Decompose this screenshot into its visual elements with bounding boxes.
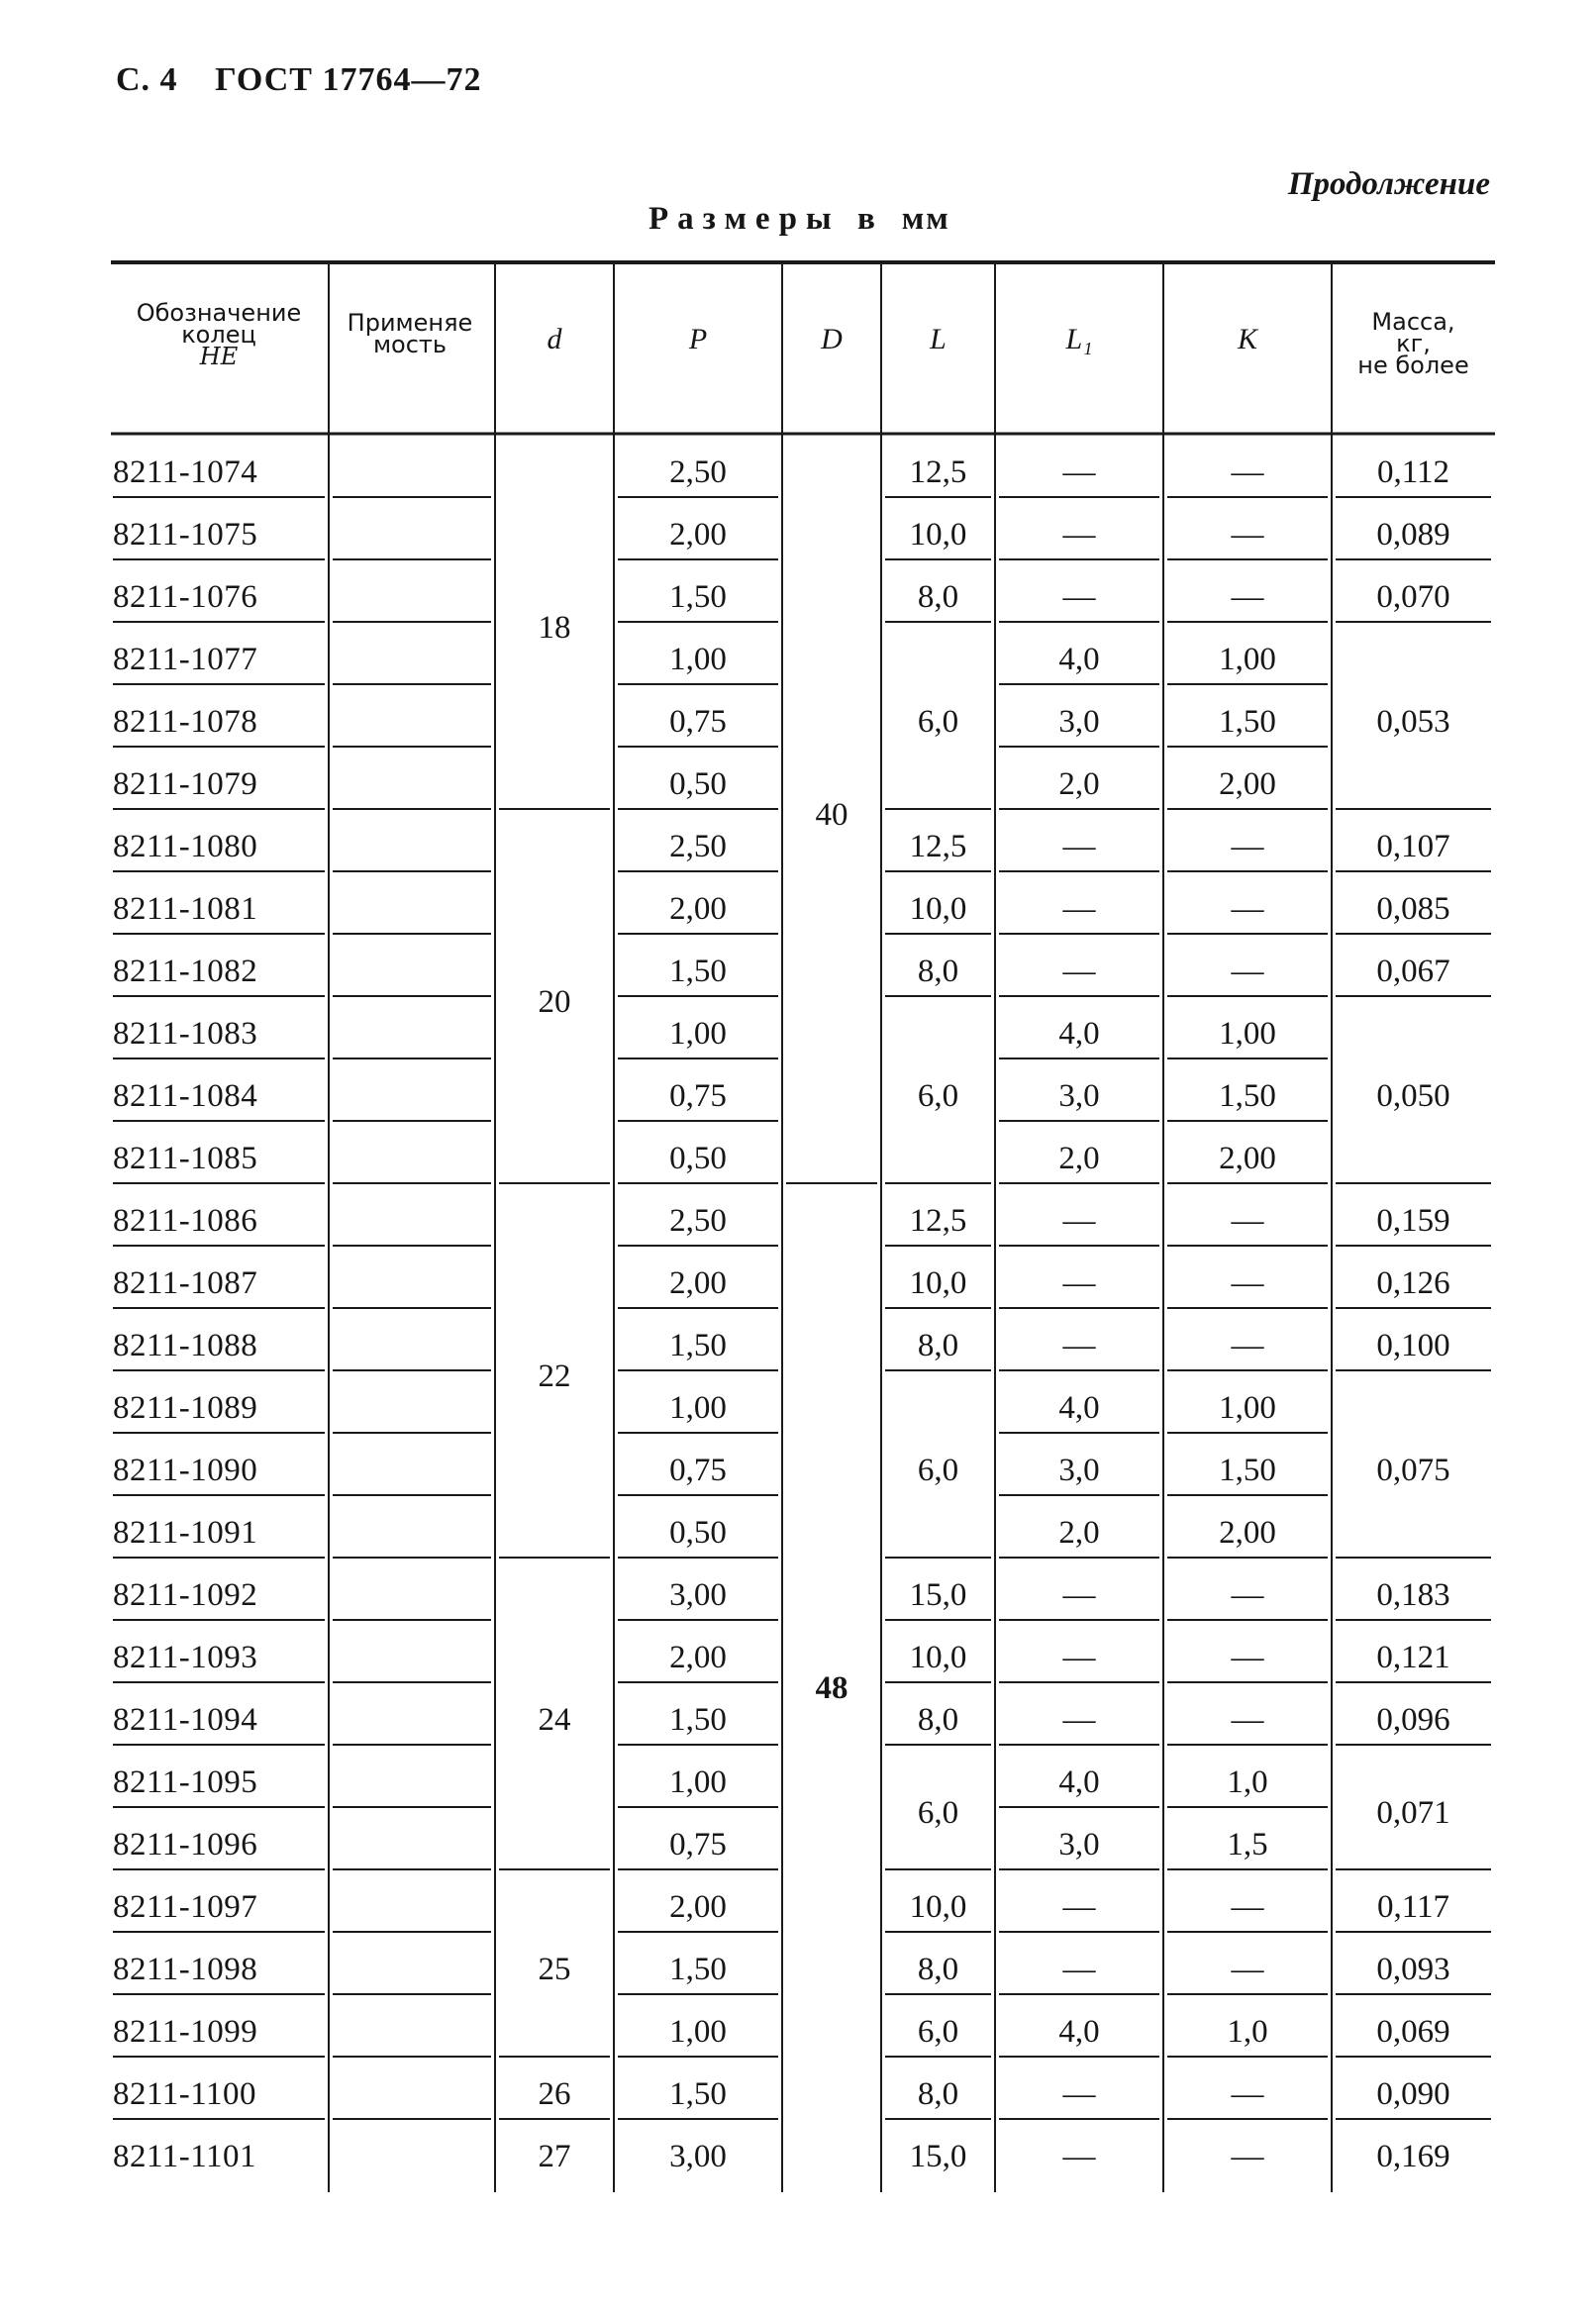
row-l1-value: — [1062, 828, 1096, 864]
header-applicability-line2: мость [372, 331, 448, 358]
row-m-value: 0,067 [1376, 953, 1450, 989]
row-m-value: 0,096 [1376, 1701, 1450, 1738]
merged-m-value: 0,050 [1376, 1077, 1450, 1114]
row-designation: 8211-1082 [113, 953, 258, 989]
row-k-value: — [1231, 953, 1264, 989]
row-k-value: — [1231, 1888, 1264, 1925]
row-l1-value: 2,0 [1058, 1140, 1100, 1176]
units-unit: мм [901, 201, 950, 237]
merged-m-value: 0,053 [1376, 703, 1450, 740]
row-designation: 8211-1083 [113, 1015, 258, 1052]
merged-l-value: 6,0 [917, 1452, 959, 1488]
row-designation: 8211-1098 [113, 1951, 258, 1987]
row-p-value: 1,50 [669, 953, 727, 989]
row-k-value: 1,50 [1219, 1452, 1276, 1488]
row-p-value: 2,00 [669, 1639, 727, 1675]
merged-d-value: 24 [538, 1701, 571, 1738]
row-designation: 8211-1079 [113, 765, 258, 802]
row-designation: 8211-1097 [113, 1888, 258, 1925]
row-k-value: 1,0 [1227, 2013, 1268, 2050]
row-p-value: 2,00 [669, 890, 727, 927]
row-l1-value: — [1062, 1701, 1096, 1738]
row-m-value: 0,070 [1376, 578, 1450, 615]
row-l1-value: — [1062, 453, 1096, 490]
row-l1-value: 4,0 [1058, 1389, 1100, 1426]
row-l1-value: — [1062, 1951, 1096, 1987]
row-m-value: 0,093 [1376, 1951, 1450, 1987]
row-designation: 8211-1074 [113, 453, 258, 490]
row-l1-value: 4,0 [1058, 1763, 1100, 1800]
row-l-value: 8,0 [917, 953, 959, 989]
row-k-value: — [1231, 2075, 1264, 2112]
row-p-value: 0,75 [669, 1452, 727, 1488]
row-k-value: 1,5 [1227, 1826, 1268, 1863]
merged-l-value: 6,0 [917, 703, 959, 740]
row-l1-value: — [1062, 1264, 1096, 1301]
merged-d-value: 20 [538, 984, 571, 1020]
row-k-value: 2,00 [1219, 1514, 1276, 1551]
row-l1-value: — [1062, 1888, 1096, 1925]
row-l-value: 8,0 [917, 1327, 959, 1363]
row-l-value: 8,0 [917, 578, 959, 615]
row-p-value: 2,00 [669, 1264, 727, 1301]
merged-m-value: 0,075 [1376, 1452, 1450, 1488]
row-p-value: 0,50 [669, 1140, 727, 1176]
row-p-value: 1,50 [669, 2075, 727, 2112]
row-k-value: — [1231, 453, 1264, 490]
row-p-value: 0,75 [669, 703, 727, 740]
row-l1-value: — [1062, 516, 1096, 553]
row-k-value: — [1231, 578, 1264, 615]
row-designation: 8211-1075 [113, 516, 258, 553]
row-l1-value: — [1062, 1639, 1096, 1675]
row-l-value: 15,0 [909, 2138, 967, 2174]
row-k-value: — [1231, 890, 1264, 927]
merged-d-value: 25 [538, 1951, 571, 1987]
row-l1-value: — [1062, 1327, 1096, 1363]
row-l-value: 12,5 [909, 828, 967, 864]
row-l-value: 6,0 [917, 2013, 959, 2050]
row-m-value: 0,126 [1376, 1264, 1450, 1301]
merged-l-value: 6,0 [917, 1077, 959, 1114]
row-designation: 8211-1095 [113, 1763, 258, 1800]
row-k-value: — [1231, 1951, 1264, 1987]
header-D: D [821, 323, 843, 355]
row-k-value: 1,00 [1219, 1015, 1276, 1052]
row-l-value: 8,0 [917, 2075, 959, 2112]
header-mass-line1: Масса, [1371, 308, 1455, 336]
row-l1-value: — [1062, 890, 1096, 927]
header-L: L [930, 323, 947, 355]
row-p-value: 2,50 [669, 828, 727, 864]
row-k-value: 1,00 [1219, 1389, 1276, 1426]
merged-d-value: 22 [538, 1359, 571, 1394]
row-designation: 8211-1100 [113, 2075, 257, 2112]
row-m-value: 0,085 [1376, 890, 1450, 927]
row-p-value: 2,50 [669, 453, 727, 490]
row-p-value: 2,00 [669, 516, 727, 553]
row-p-value: 1,50 [669, 1951, 727, 1987]
row-p-value: 0,50 [669, 765, 727, 802]
row-k-value: — [1231, 516, 1264, 553]
row-designation: 8211-1094 [113, 1701, 258, 1738]
row-designation: 8211-1091 [113, 1514, 258, 1551]
row-designation: 8211-1085 [113, 1140, 258, 1176]
row-m-value: 0,090 [1376, 2075, 1450, 2112]
header-designation [117, 299, 321, 370]
row-l1-value: 4,0 [1058, 2013, 1100, 2050]
row-l1-value: 3,0 [1058, 703, 1100, 740]
row-p-value: 1,50 [669, 1327, 727, 1363]
row-k-value: — [1231, 1701, 1264, 1738]
row-p-value: 1,00 [669, 2013, 727, 2050]
header-K: K [1237, 323, 1257, 355]
row-p-value: 3,00 [669, 2138, 727, 2174]
row-l1-value: 3,0 [1058, 1077, 1100, 1114]
row-k-value: 1,0 [1227, 1763, 1268, 1800]
row-designation: 8211-1081 [113, 890, 258, 927]
header-d: d [547, 323, 562, 355]
row-designation: 8211-1101 [113, 2138, 257, 2174]
row-m-value: 0,112 [1376, 453, 1450, 490]
row-l1-value: — [1062, 1202, 1096, 1239]
row-l1-value: 4,0 [1058, 1015, 1100, 1052]
row-l-value: 12,5 [909, 1202, 967, 1239]
row-l1-value: — [1062, 953, 1096, 989]
page-number: С. 4 [116, 61, 178, 98]
row-l-value: 15,0 [909, 1576, 967, 1613]
row-p-value: 1,50 [669, 578, 727, 615]
row-designation: 8211-1084 [113, 1077, 258, 1114]
row-l1-value: — [1062, 578, 1096, 615]
row-k-value: — [1231, 1264, 1264, 1301]
row-designation: 8211-1099 [113, 2013, 258, 2050]
row-l1-value: 2,0 [1058, 1514, 1100, 1551]
row-p-value: 0,75 [669, 1826, 727, 1863]
row-k-value: 2,00 [1219, 765, 1276, 802]
merged-d-value: 18 [538, 610, 571, 646]
row-m-value: 0,089 [1376, 516, 1450, 553]
row-m-value: 0,169 [1376, 2138, 1450, 2174]
merged-l-value: 6,0 [917, 1795, 959, 1831]
header-designation-line1: Обозначение [136, 299, 302, 327]
row-l-value: 10,0 [909, 1888, 967, 1925]
row-designation: 8211-1093 [113, 1639, 258, 1675]
row-designation: 8211-1080 [113, 828, 258, 864]
row-k-value: — [1231, 828, 1264, 864]
row-m-value: 0,100 [1376, 1327, 1450, 1363]
row-m-value: 0,159 [1376, 1202, 1450, 1239]
row-m-value: 0,183 [1376, 1576, 1450, 1613]
row-k-value: — [1231, 1576, 1264, 1613]
row-p-value: 2,50 [669, 1202, 727, 1239]
row-l-value: 8,0 [917, 1951, 959, 1987]
row-k-value: 2,00 [1219, 1140, 1276, 1176]
row-p-value: 0,75 [669, 1077, 727, 1114]
row-m-value: 0,107 [1376, 828, 1450, 864]
row-p-value: 1,00 [669, 1763, 727, 1800]
header-applicability-line1: Применяе [347, 309, 473, 337]
row-l-value: 10,0 [909, 1639, 967, 1675]
row-k-value: — [1231, 1327, 1264, 1363]
row-l1-value: — [1062, 2138, 1096, 2174]
merged-m-value: 0,071 [1376, 1795, 1450, 1831]
row-l1-value: 3,0 [1058, 1826, 1100, 1863]
row-k-value: — [1231, 1639, 1264, 1675]
row-designation: 8211-1096 [113, 1826, 258, 1863]
row-p-value: 1,00 [669, 1389, 727, 1426]
row-designation: 8211-1090 [113, 1452, 258, 1488]
merged-d-value: 40 [815, 797, 848, 833]
row-l-value: 10,0 [909, 890, 967, 927]
row-p-value: 3,00 [669, 1576, 727, 1613]
row-designation: 8211-1089 [113, 1389, 258, 1426]
row-designation: 8211-1077 [113, 641, 258, 677]
row-designation: 8211-1076 [113, 578, 258, 615]
row-l1-value: 3,0 [1058, 1452, 1100, 1488]
header-mass-line2: кг, [1396, 330, 1431, 357]
row-d-value: 27 [538, 2138, 571, 2174]
units-label: Размеры в [648, 201, 884, 237]
row-k-value: — [1231, 2138, 1264, 2174]
header-mass-line3: не более [1357, 352, 1469, 379]
row-p-value: 2,00 [669, 1888, 727, 1925]
row-l1-value: 2,0 [1058, 765, 1100, 802]
row-l1-value: — [1062, 2075, 1096, 2112]
row-p-value: 1,00 [669, 1015, 727, 1052]
row-k-value: 1,00 [1219, 641, 1276, 677]
row-l1-value: 4,0 [1058, 641, 1100, 677]
header-designation-line3: НЕ [199, 343, 239, 370]
row-designation: 8211-1086 [113, 1202, 258, 1239]
row-d-value: 26 [538, 2075, 571, 2112]
row-m-value: 0,121 [1376, 1639, 1450, 1675]
row-designation: 8211-1078 [113, 703, 258, 740]
merged-d-value: 48 [815, 1670, 848, 1706]
row-l1-value: — [1062, 1576, 1096, 1613]
row-m-value: 0,117 [1376, 1888, 1450, 1925]
row-p-value: 0,50 [669, 1514, 727, 1551]
row-designation: 8211-1087 [113, 1264, 258, 1301]
row-m-value: 0,069 [1376, 2013, 1450, 2050]
header-L1: L₁ [1065, 323, 1093, 355]
row-l-value: 8,0 [917, 1701, 959, 1738]
row-l-value: 12,5 [909, 453, 967, 490]
row-designation: 8211-1092 [113, 1576, 258, 1613]
row-l-value: 10,0 [909, 1264, 967, 1301]
row-p-value: 1,00 [669, 641, 727, 677]
row-designation: 8211-1088 [113, 1327, 258, 1363]
standard-number: ГОСТ 17764—72 [215, 61, 482, 98]
header-designation-line2: колец [181, 321, 256, 349]
row-k-value: 1,50 [1219, 1077, 1276, 1114]
row-k-value: 1,50 [1219, 703, 1276, 740]
header-mass [1332, 308, 1495, 379]
row-k-value: — [1231, 1202, 1264, 1239]
continuation-label: Продолжение [1287, 166, 1490, 202]
header-P: P [688, 323, 708, 355]
row-l-value: 10,0 [909, 516, 967, 553]
row-p-value: 1,50 [669, 1701, 727, 1738]
header-applicability [331, 309, 489, 358]
